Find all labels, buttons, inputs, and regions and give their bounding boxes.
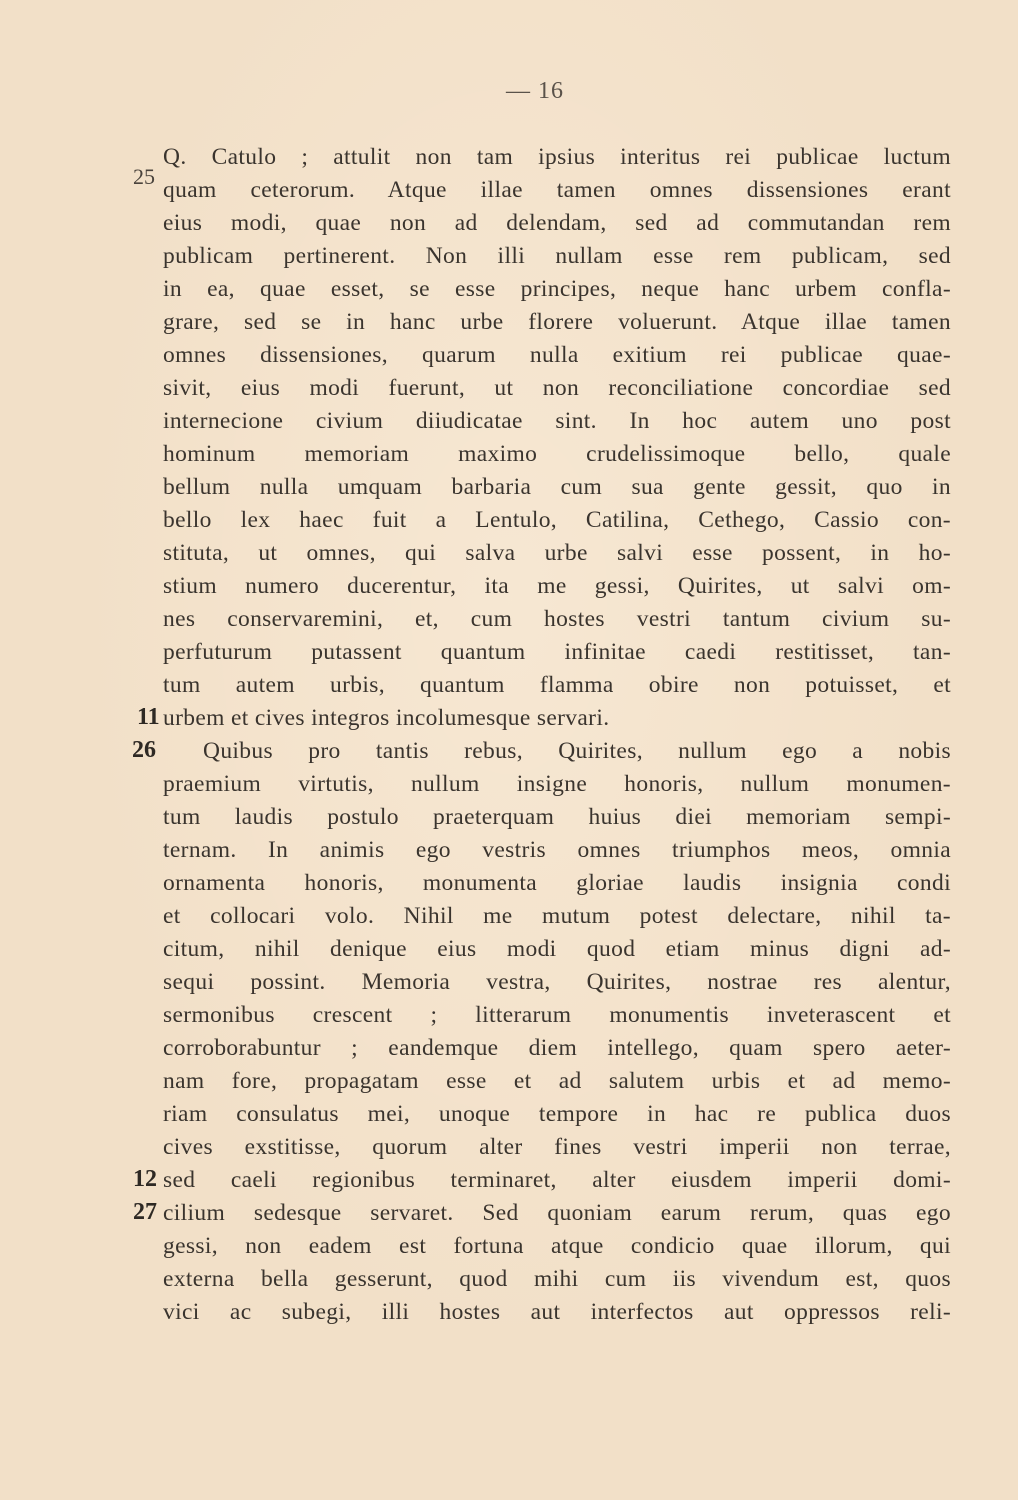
text-line: tum laudis postulo praeterquam huius diei memoriam sempi-: [163, 804, 951, 830]
text-line: sermonibus crescent ; litterarum monumentis inveterascent et: [163, 1002, 951, 1028]
text-line: urbem et cives integros incolumesque servari.: [163, 705, 610, 731]
text-line: cilium sedesque servaret. Sed quoniam earum rerum, quas ego: [163, 1200, 951, 1226]
text-line: ornamenta honoris, monumenta gloriae laudis insignia condi: [163, 870, 951, 896]
text-line: sequi possint. Memoria vestra, Quirites, nostrae res alentur,: [163, 969, 951, 995]
text-line: stium numero ducerentur, ita me gessi, Quirites, ut salvi om-: [163, 573, 951, 599]
text-line: quam ceterorum. Atque illae tamen omnes dissensiones erant: [163, 177, 951, 203]
text-line: omnes dissensiones, quarum nulla exitium rei publicae quae-: [163, 342, 951, 368]
text-line: ternam. In animis ego vestris omnes triumphos meos, omnia: [163, 837, 951, 863]
text-line: grare, sed se in hanc urbe florere voluerunt. Atque illae tamen: [163, 309, 951, 335]
text-line: publicam pertinerent. Non illi nullam esse rem publicam, sed: [163, 243, 951, 269]
text-line: nes conservaremini, et, cum hostes vestri tantum civium su-: [163, 606, 951, 632]
text-line: bellum nulla umquam barbaria cum sua gente gessit, quo in: [163, 474, 951, 500]
text-line: bello lex haec fuit a Lentulo, Catilina, Cethego, Cassio con-: [163, 507, 951, 533]
page-number: — 16: [506, 78, 564, 104]
text-line: tum autem urbis, quantum flamma obire non potuisset, et: [163, 672, 951, 698]
text-line: externa bella gesserunt, quod mihi cum iis vivendum est, quos: [163, 1266, 951, 1292]
text-line: perfuturum putassent quantum infinitae caedi restitisset, tan-: [163, 639, 951, 665]
margin-section-number-26: 26: [132, 737, 156, 763]
margin-section-number-27: 27: [133, 1199, 157, 1225]
text-line: cives exstitisse, quorum alter fines vestri imperii non terrae,: [163, 1134, 951, 1160]
text-line: citum, nihil denique eius modi quod etiam minus digni ad-: [163, 936, 951, 962]
margin-line-number-25: 25: [133, 164, 155, 189]
margin-chapter-number-11: 11: [137, 704, 160, 730]
text-line: hominum memoriam maximo crudelissimoque bello, quale: [163, 441, 951, 467]
text-line: corroborabuntur ; eandemque diem intellego, quam spero aeter-: [163, 1035, 951, 1061]
text-line: nam fore, propagatam esse et ad salutem urbis et ad memo-: [163, 1068, 951, 1094]
text-line: vici ac subegi, illi hostes aut interfectos aut oppressos reli-: [163, 1299, 951, 1325]
text-line: stituta, ut omnes, qui salva urbe salvi esse possent, in ho-: [163, 540, 951, 566]
text-line: internecione civium diiudicatae sint. In hoc autem uno post: [163, 408, 951, 434]
text-line: in ea, quae esset, se esse principes, neque hanc urbem confla-: [163, 276, 951, 302]
text-line: riam consulatus mei, unoque tempore in hac re publica duos: [163, 1101, 951, 1127]
text-line: Q. Catulo ; attulit non tam ipsius interitus rei publicae luctum: [163, 144, 951, 170]
margin-chapter-number-12: 12: [133, 1166, 157, 1192]
text-line: sed caeli regionibus terminaret, alter eiusdem imperii domi-: [163, 1167, 951, 1193]
text-line: gessi, non eadem est fortuna atque condicio quae illorum, qui: [163, 1233, 951, 1259]
text-line: praemium virtutis, nullum insigne honoris, nullum monumen-: [163, 771, 951, 797]
text-line: eius modi, quae non ad delendam, sed ad commutandan rem: [163, 210, 951, 236]
text-line: Quibus pro tantis rebus, Quirites, nullum ego a nobis: [203, 738, 951, 764]
text-line: et collocari volo. Nihil me mutum potest delectare, nihil ta-: [163, 903, 951, 929]
text-line: sivit, eius modi fuerunt, ut non reconciliatione concordiae sed: [163, 375, 951, 401]
